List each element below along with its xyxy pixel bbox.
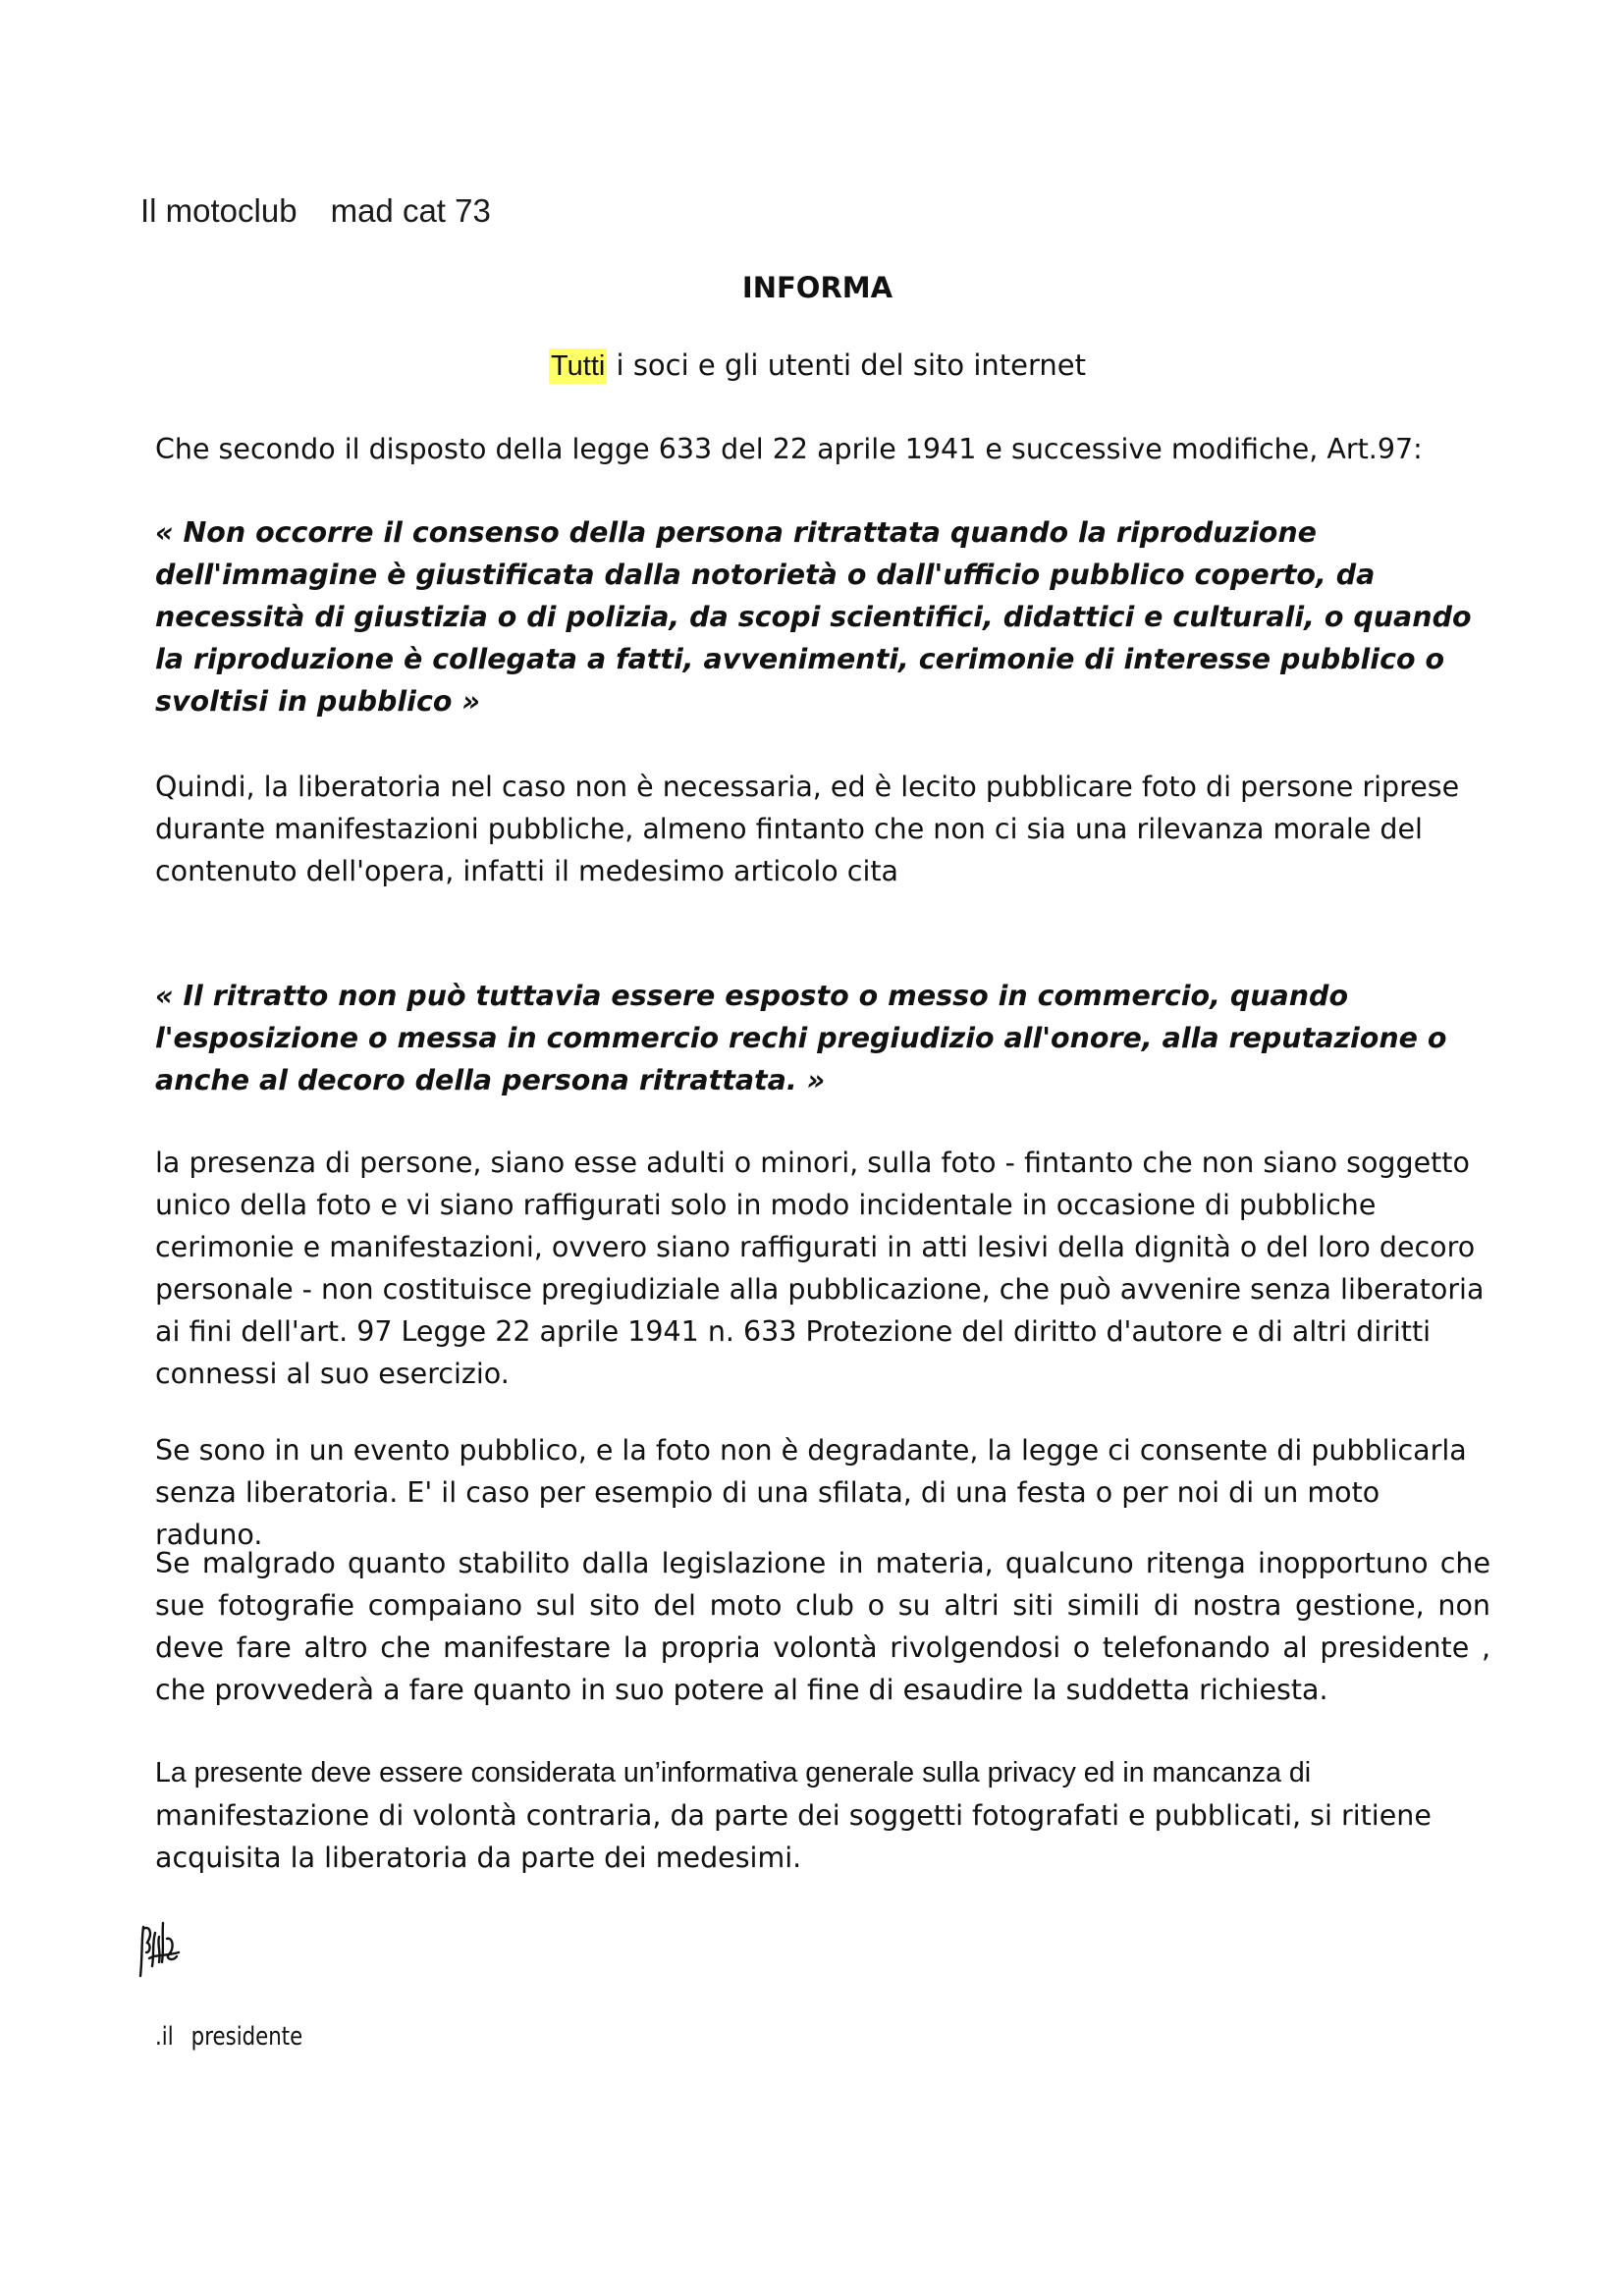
paragraph-richiesta: Se malgrado quanto stabilito dalla legislazione in materia, qualcuno ritenga inopportuno che sue fotografie compaiano sul sito del moto club o su altri siti simili di nostra gestione, non deve fare altro che manifestare la propria volontà rivolgendosi o telefonando al presidente , che provvederà a fare quanto in suo potere al fine di esaudire la suddetta richiesta. [155,1547,1490,1706]
club-header [140,192,491,230]
quote-ritratto: « Il ritratto non può tuttavia essere esposto o messo in commercio, quando l'esposizione o messa in commercio rechi pregiudizio all'onore, alla reputazione o anche al decoro della persona ritrattata. » [155,980,1447,1096]
handwritten-signature [137,1919,185,1980]
informativa-first-line: La presente deve essere considerata un’informativa generale sulla privacy ed in mancanza di [155,1757,1312,1789]
paragraph-presenza-persone: la presenza di persone, siano esse adulti o minori, sulla foto - fintanto che non siano soggetto unico della foto e vi siano raffigurati solo in modo incidentale in occasione di pubbliche cerimonie e manifestazioni, ovvero siano raffigurati in atti lesivi della dignità o del loro decoro personale - non costituisce pregiudiziale alla pubblicazione, che può avvenire senza liberatoria ai fini dell'art. 97 Legge 22 aprile 1941 n. 633 Protezione del diritto d'autore e di altri diritti connessi al suo esercizio. [155,1147,1485,1390]
signature-role: presidente [190,2022,303,2052]
paragraph-informativa [155,1751,1490,1879]
signature-caption [155,2022,302,2052]
signature-prefix: .il [155,2022,174,2052]
intro-paragraph: Che secondo il disposto della legge 633 del 22 aprile 1941 e successive modifiche, Art.97: [155,433,1423,465]
document-subtitle [0,348,1623,383]
subtitle-rest: i soci e gli utenti del sito internet [607,348,1086,382]
paragraph-evento-pubblico: Se sono in un evento pubblico, e la foto non è degradante, la legge ci consente di pubblicarla senza liberatoria. E' il caso per esempio di una sfilata, di una festa o per noi di un moto raduno. [155,1434,1467,1551]
club-name: mad cat 73 [330,192,491,229]
informativa-rest: manifestazione di volontà contraria, da parte dei soggetti fotografati e pubblicati, si ritiene acquisita la liberatoria da parte dei medesimi. [155,1799,1432,1874]
paragraph-liberatoria: Quindi, la liberatoria nel caso non è necessaria, ed è lecito pubblicare foto di persone riprese durante manifestazioni pubbliche, almeno fintanto che non ci sia una rilevanza morale del contenuto dell'opera, infatti il medesimo articolo cita [155,771,1460,887]
quote-article-97: « Non occorre il consenso della persona ritrattata quando la riproduzione dell'immagine è giustificata dalla notorietà o dall'ufficio pubblico coperto, da necessità di giustizia o di polizia, da scopi scientifici, didattici e culturali, o quando la riproduzione è collegata a fatti, avvenimenti, cerimonie di interesse pubblico o svoltisi in pubblico » [155,516,1472,718]
club-prefix: Il motoclub [140,192,298,229]
document-title: INFORMA [741,271,893,304]
highlighted-word: Tutti [551,350,606,382]
